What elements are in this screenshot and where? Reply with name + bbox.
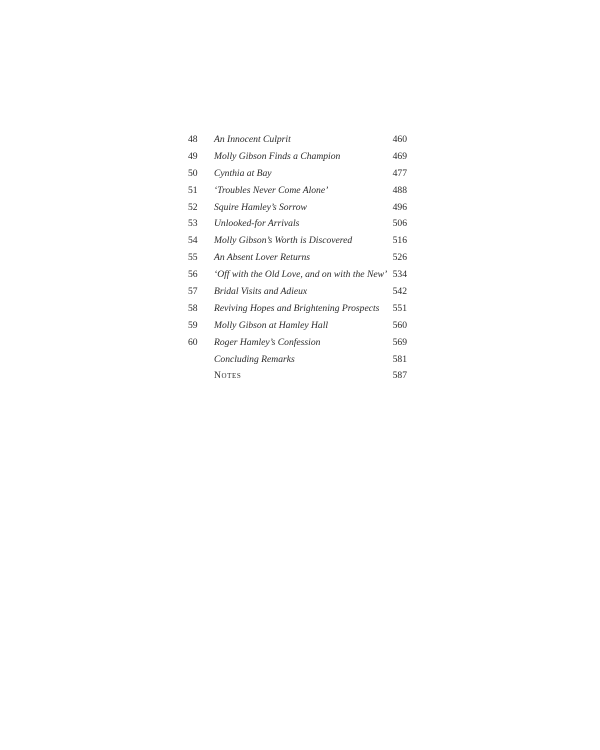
chapter-number: 59 (188, 319, 198, 331)
chapter-number: 52 (188, 201, 198, 213)
page-number: 460 (392, 134, 407, 145)
toc-entry (188, 149, 410, 166)
chapter-title: Molly Gibson at Hamley Hall (214, 319, 329, 331)
page-number: 526 (392, 252, 407, 264)
chapter-number: 60 (188, 336, 198, 348)
chapter-number: 50 (188, 167, 198, 179)
toc-entry (188, 267, 410, 284)
page-number: 516 (392, 235, 407, 247)
chapter-number: 48 (188, 134, 198, 145)
chapter-number: 58 (188, 302, 198, 314)
page-number: 469 (392, 150, 407, 162)
page-number: 477 (392, 167, 407, 179)
toc-entry (188, 166, 410, 183)
page-number: 506 (392, 218, 407, 230)
chapter-title: Molly Gibson’s Worth is Discovered (214, 235, 353, 247)
chapter-title: Roger Hamley’s Confession (214, 336, 321, 348)
chapter-title: Bridal Visits and Adieux (214, 286, 308, 298)
chapter-title: ‘Troubles Never Come Alone’ (214, 184, 329, 196)
chapter-number: 57 (188, 286, 198, 298)
toc-entry (188, 352, 410, 369)
page-number: 542 (392, 286, 407, 298)
chapter-title: An Innocent Culprit (214, 134, 291, 145)
toc-entry (188, 132, 410, 149)
chapter-number: 49 (188, 150, 198, 162)
chapter-number: 54 (188, 235, 198, 247)
chapter-title: Unlooked-for Arrivals (214, 218, 300, 230)
chapter-title: Reviving Hopes and Brightening Prospects (214, 302, 380, 314)
toc-entry (188, 284, 410, 301)
chapter-number: 51 (188, 184, 198, 196)
chapter-number: 55 (188, 252, 198, 264)
toc-entry (188, 200, 410, 217)
chapter-title: ‘Off with the Old Love, and on with the New’ (214, 269, 388, 281)
page-number: 569 (392, 336, 407, 348)
toc-entry (188, 250, 410, 267)
toc-entry (188, 301, 410, 318)
page-number: 587 (392, 370, 407, 382)
chapter-number: 56 (188, 269, 198, 281)
page-number: 581 (392, 353, 407, 365)
chapter-title: Molly Gibson Finds a Champion (214, 150, 341, 162)
toc-entry (188, 318, 410, 335)
toc-entry (188, 368, 410, 385)
chapter-title: Squire Hamley’s Sorrow (214, 201, 307, 213)
chapter-title: Notes (214, 370, 242, 382)
table-of-contents (188, 132, 410, 385)
chapter-number: 53 (188, 218, 198, 230)
page-number: 534 (392, 269, 407, 281)
toc-entry (188, 183, 410, 200)
page-number: 496 (392, 201, 407, 213)
page-number: 560 (392, 319, 407, 331)
chapter-title: Concluding Remarks (214, 353, 295, 365)
toc-entry (188, 216, 410, 233)
page-number: 488 (392, 184, 407, 196)
toc-entry (188, 233, 410, 250)
page-number: 551 (392, 302, 407, 314)
chapter-title: Cynthia at Bay (214, 167, 272, 179)
chapter-title: An Absent Lover Returns (214, 252, 311, 264)
toc-entry (188, 335, 410, 352)
